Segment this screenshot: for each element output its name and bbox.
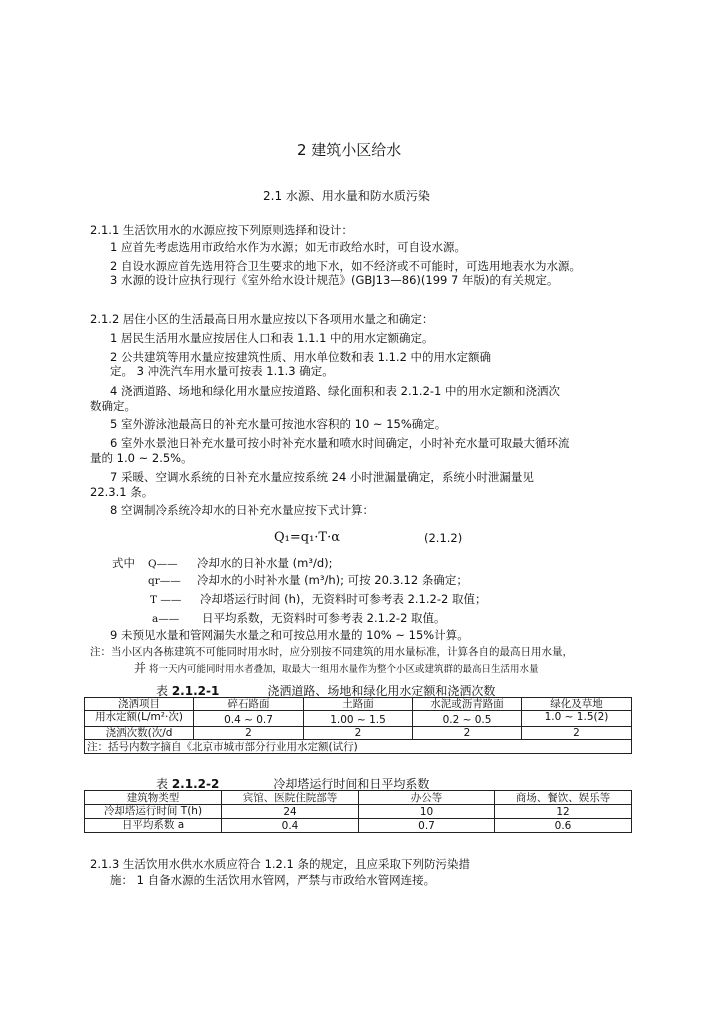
section-title: 2.1 水源、用水量和防水质污染 — [263, 189, 430, 203]
table-caption-prefix: 表 — [156, 684, 172, 698]
table-header-cell: 土路面 — [304, 698, 413, 711]
clause-2-1-3-line: 2.1.3 生活饮用水供水水质应符合 1.2.1 条的规定，且应采取下列防污染措 — [90, 857, 470, 871]
table-cell: 24 — [222, 805, 359, 819]
table-row — [85, 819, 632, 833]
table-cell: 12 — [495, 805, 632, 819]
table-2 — [84, 790, 632, 833]
table-cell: 1.0 ~ 1.5(2) — [522, 711, 632, 727]
formula: Q₁=q₁·T·α — [274, 530, 341, 545]
clause-2-1-2-line: 量的 1.0 ~ 2.5%。 — [90, 451, 193, 465]
def-description: 冷却塔运行时间 (h)，无资料时可参考表 2.1.2-2 取值； — [200, 592, 487, 606]
table-row-label: 浇洒次数(次/d — [85, 727, 194, 740]
table-caption-title: 冷却塔运行时间和日平均系数 — [273, 777, 430, 791]
table-row-label: 日平均系数 a — [85, 819, 222, 833]
table-header-row — [85, 698, 632, 711]
clause-2-1-1-item: 3 水源的设计应执行现行《室外给水设计规范》(GBJ13—86)(199 7 年版)的有关规定。 — [110, 273, 559, 287]
def-description: 冷却水的小时补水量 (m³/h); 可按 20.3.12 条确定； — [197, 573, 468, 587]
table-cell: 2 — [413, 727, 522, 740]
table-cell: 0.2 ~ 0.5 — [413, 711, 522, 727]
clause-2-1-1-heading: 2.1.1 生活饮用水的水源应按下列原则选择和设计： — [90, 223, 353, 237]
clause-2-1-2-line: 8 空调制冷系统冷却水的日补充水量应按下式计算： — [110, 503, 374, 517]
table-cell: 0.7 — [359, 819, 495, 833]
clause-2-1-3-line: 施： 1 自备水源的生活饮用水管网，严禁与市政给水管网连接。 — [110, 873, 436, 887]
clause-2-1-2-line: 5 室外游泳池最高日的补充水量可按池水容积的 10 ~ 15%确定。 — [110, 417, 447, 431]
formula-number: (2.1.2) — [424, 531, 463, 545]
table-caption-title: 浇洒道路、场地和绿化用水定额和浇洒次数 — [267, 684, 496, 698]
table-note-row — [85, 740, 632, 754]
table-row — [85, 711, 632, 727]
table-row — [85, 805, 632, 819]
clause-2-1-2-note-cont — [134, 661, 539, 677]
clause-2-1-2-line: 数确定。 — [90, 399, 136, 413]
clause-2-1-2-line: 1 居民生活用水量应按居住人口和表 1.1.1 中的用水定额确定。 — [110, 331, 434, 345]
def-description: 日平均系数，无资料时可参考表 2.1.2-2 取值。 — [202, 611, 446, 625]
clause-2-1-2-note: 注：当小区内各栋建筑不可能同时用水时，应分别按不同建筑的用水量标准，计算各自的最高日用水量， — [90, 646, 573, 658]
table-header-cell: 绿化及草地 — [522, 698, 632, 711]
table-cell: 2 — [522, 727, 632, 740]
def-symbol: Q—— — [148, 558, 178, 570]
table-cell: 2 — [304, 727, 413, 740]
table-cell: 0.6 — [495, 819, 632, 833]
table-1 — [84, 697, 632, 754]
clause-2-1-1-item: 2 自设水源应首先选用符合卫生要求的地下水，如不经济或不可能时，可选用地表水为水源。 — [110, 259, 581, 273]
def-symbol: a—— — [152, 613, 180, 625]
clause-2-1-2-heading: 2.1.2 居住小区的生活最高日用水量应按以下各项用水量之和确定： — [90, 312, 434, 326]
table-cell: 1.00 ~ 1.5 — [304, 711, 413, 727]
table-caption-number: 2.1.2-2 — [171, 777, 220, 791]
table-cell: 0.4 ~ 0.7 — [194, 711, 304, 727]
table-header-cell: 浇洒项目 — [85, 698, 194, 711]
table-note: 注：括号内数字摘自《北京市城市部分行业用水定额(试行) — [85, 740, 632, 754]
table-cell: 0.4 — [222, 819, 359, 833]
clause-2-1-2-line: 7 采暖、空调水系统的日补充水量应按系统 24 小时泄漏量确定，系统小时泄漏量见 — [110, 470, 534, 484]
table-caption-number: 2.1.2-1 — [171, 684, 220, 698]
clause-2-1-2-line: 2 公共建筑等用水量应按建筑性质、用水单位数和表 1.1.2 中的用水定额确 — [110, 350, 492, 364]
table-header-cell: 建筑物类型 — [85, 791, 222, 805]
where-label: 式中 — [112, 556, 135, 570]
def-description: 冷却水的日补水量 (m³/d); — [197, 556, 333, 570]
note-continuation: 将一天内可能同时用水者叠加，取最大一组用水量作为整个小区或建筑群的最高日生活用水量 — [146, 664, 539, 675]
table-header-cell: 碎石路面 — [194, 698, 304, 711]
table-header-cell: 宾馆、医院住院部等 — [222, 791, 359, 805]
table-row-label: 冷却塔运行时间 T(h) — [85, 805, 222, 819]
note-emphasis: 并 — [134, 661, 147, 675]
table-header-row — [85, 791, 632, 805]
clause-2-1-2-line: 4 浇洒道路、场地和绿化用水量应按道路、绿化面积和表 2.1.2-1 中的用水定额和浇洒次 — [110, 384, 561, 398]
table-header-cell: 水泥或沥青路面 — [413, 698, 522, 711]
table-cell: 10 — [359, 805, 495, 819]
def-symbol: T —— — [150, 594, 182, 606]
clause-2-1-2-item-9: 9 未预见水量和管网漏失水量之和可按总用水量的 10% ~ 15%计算。 — [110, 628, 469, 642]
table-header-cell: 办公等 — [359, 791, 495, 805]
table-row — [85, 727, 632, 740]
table-caption-prefix: 表 — [156, 777, 172, 791]
clause-2-1-2-line: 6 室外水景池日补充水量可按小时补充水量和喷水时间确定，小时补充水量可取最大循环流 — [110, 436, 570, 450]
clause-2-1-1-item: 1 应首先考虑选用市政给水作为水源；如无市政给水时，可自设水源。 — [110, 240, 466, 254]
table-row-label: 用水定额(L/m²·次) — [85, 711, 194, 727]
def-symbol: qr—— — [148, 575, 181, 587]
table-cell: 2 — [194, 727, 304, 740]
table-header-cell: 商场、餐饮、娱乐等 — [495, 791, 632, 805]
clause-2-1-2-line: 22.3.1 条。 — [90, 485, 154, 499]
chapter-title: 2 建筑小区给水 — [297, 141, 402, 159]
clause-2-1-2-line: 定。 3 冲洗汽车用水量可按表 1.1.3 确定。 — [110, 364, 334, 378]
